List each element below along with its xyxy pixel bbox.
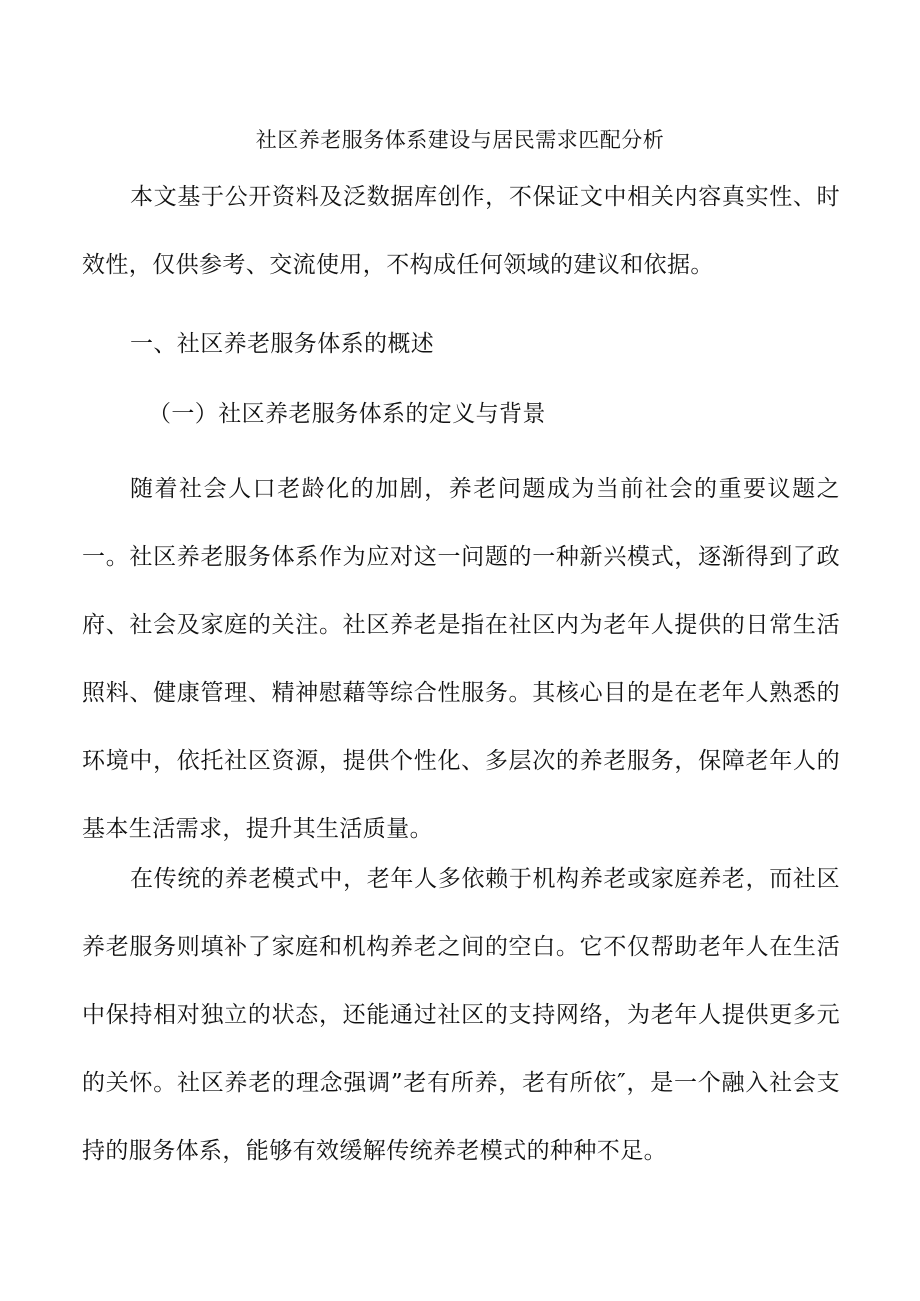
document-title: 社区养老服务体系建设与居民需求匹配分析 [255, 128, 665, 152]
subsection-heading: （一）社区养老服务体系的定义与背景 [148, 401, 546, 427]
body-paragraph-2: 在传统的养老模式中，老年人多依赖于机构养老或家庭养老，而社区养老服务则填补了家庭和机构养老之间的空白。它不仅帮助老年人在生活中保持相对独立的状态，还能通过社区的支持网络，为老年人提供更多元的关怀。社区养老的理念强调”老有所养，老有所依″，是一个融入社会支持的服务体系，能够有效缓解传统养老模式的种种不足。 [82, 866, 840, 1164]
section-heading: 一、社区养老服务体系的概述 [130, 331, 435, 357]
body-paragraph-1: 随着社会人口老龄化的加剧，养老问题成为当前社会的重要议题之一。社区养老服务体系作为应对这一问题的一种新兴模式，逐渐得到了政府、社会及家庭的关注。社区养老是指在社区内为老年人提供的日常生活照料、健康管理、精神慰藉等综合性服务。其核心目的是在老年人熟悉的环境中，依托社区资源，提供个性化、多层次的养老服务，保障老年人的基本生活需求，提升其生活质量。 [82, 476, 840, 842]
disclaimer-paragraph: 本文基于公开资料及泛数据库创作，不保证文中相关内容真实性、时效性，仅供参考、交流使用，不构成任何领域的建议和依据。 [82, 184, 840, 278]
